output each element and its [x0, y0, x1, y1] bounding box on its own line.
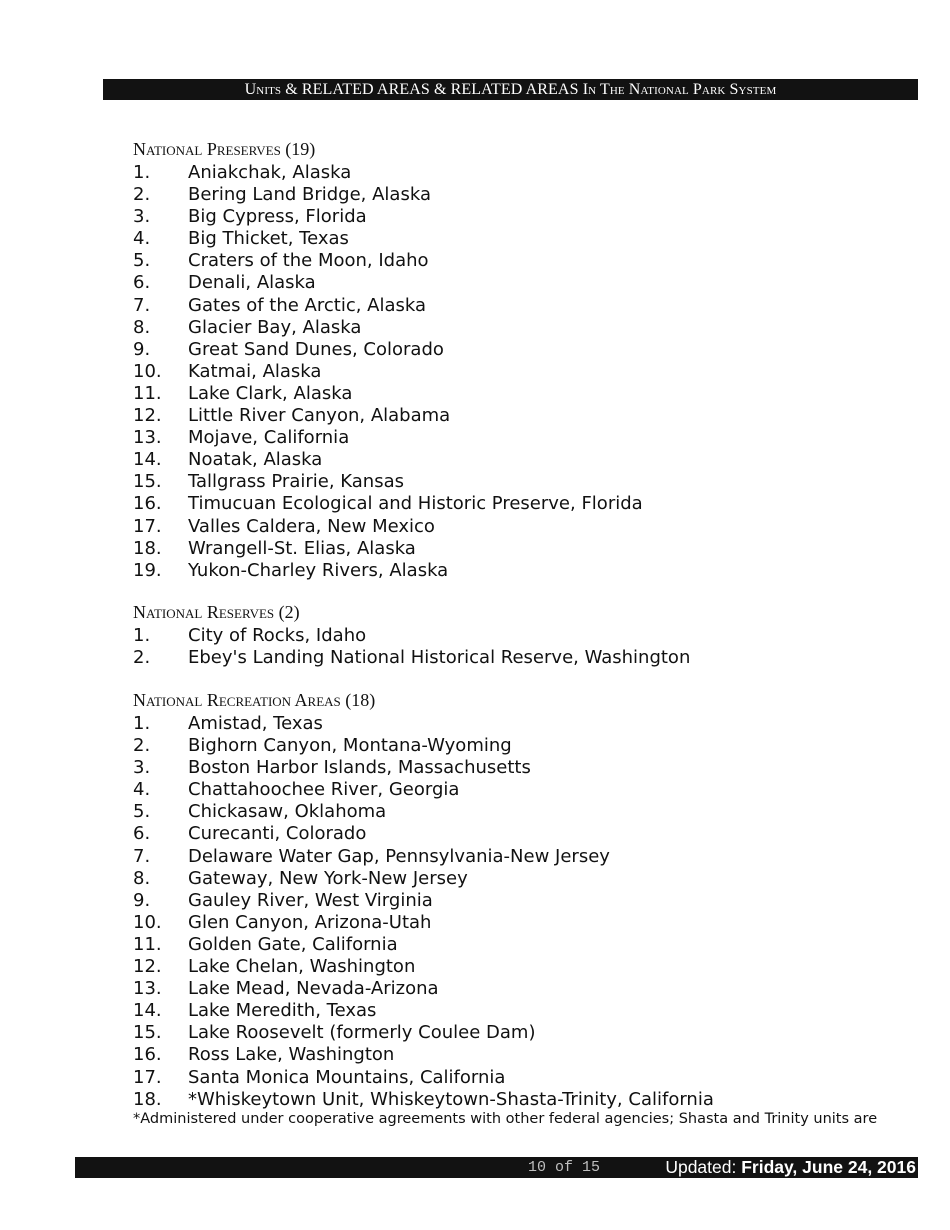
list-item-text: Lake Mead, Nevada-Arizona — [188, 978, 439, 1000]
list-item — [133, 206, 643, 228]
list-item-number: 12. — [133, 405, 162, 427]
list-item — [133, 449, 643, 471]
list-item-number: 6. — [133, 272, 151, 294]
list-item-number: 1. — [133, 625, 151, 646]
list-item-text: Lake Roosevelt (formerly Coulee Dam) — [188, 1022, 536, 1044]
list-item-number: 17. — [133, 515, 162, 537]
list-item-text: Wrangell-St. Elias, Alaska — [188, 537, 416, 559]
list-item-text: Gateway, New York-New Jersey — [188, 867, 468, 889]
list-item-text: Ebey's Landing National Historical Reserve, Washington — [188, 647, 691, 669]
list-item — [133, 317, 643, 339]
list-preserves — [133, 162, 643, 582]
list-item-number: 5. — [133, 250, 151, 272]
list-item-number: 9. — [133, 889, 151, 911]
list-item — [133, 383, 643, 405]
list-item — [133, 427, 643, 449]
list-item — [133, 823, 714, 845]
document-header — [103, 79, 918, 100]
list-item — [133, 361, 643, 383]
list-item-number: 4. — [133, 228, 151, 250]
updated-stamp — [665, 1157, 916, 1178]
list-item — [133, 516, 643, 538]
list-item — [133, 647, 690, 669]
list-item-number: 18. — [133, 1088, 162, 1110]
list-item-number: 15. — [133, 1022, 162, 1044]
list-item-text: Boston Harbor Islands, Massachusetts — [188, 757, 531, 779]
list-item-text: Little River Canyon, Alabama — [188, 405, 451, 427]
list-item — [133, 846, 714, 868]
list-item-text: Tallgrass Prairie, Kansas — [188, 471, 404, 493]
list-item-number: 2. — [133, 647, 151, 669]
list-item — [133, 713, 714, 735]
list-item-number: 7. — [133, 294, 151, 316]
list-item-number: 12. — [133, 956, 162, 978]
list-item — [133, 538, 643, 560]
list-item-text: Katmai, Alaska — [188, 360, 322, 382]
list-item-text: Amistad, Texas — [188, 713, 323, 734]
list-item — [133, 560, 643, 582]
list-item-number: 10. — [133, 911, 162, 933]
updated-date: Friday, June 24, 2016 — [741, 1157, 916, 1177]
list-item-number: 16. — [133, 1044, 162, 1066]
list-item — [133, 735, 714, 757]
list-item — [133, 228, 643, 250]
section-heading-recreation: National Recreation Areas (18) — [133, 690, 376, 710]
list-item-number: 9. — [133, 338, 151, 360]
list-item — [133, 295, 643, 317]
footnote: *Administered under cooperative agreements with other federal agencies; Shasta and Trinity units are — [133, 1111, 878, 1127]
list-item-text: Yukon-Charley Rivers, Alaska — [188, 559, 449, 581]
list-item-text: Glen Canyon, Arizona-Utah — [188, 911, 432, 933]
list-item-text: Gauley River, West Virginia — [188, 889, 433, 911]
list-item — [133, 801, 714, 823]
list-item-number: 14. — [133, 1000, 162, 1022]
list-item-number: 11. — [133, 382, 162, 404]
list-item — [133, 1044, 714, 1066]
list-item — [133, 890, 714, 912]
list-item-text: Chattahoochee River, Georgia — [188, 779, 460, 801]
header-title: Units & RELATED AREAS & RELATED AREAS In The National Park System — [244, 81, 777, 98]
list-item-number: 1. — [133, 162, 151, 183]
list-item-text: Mojave, California — [188, 427, 350, 449]
list-item-text: Lake Clark, Alaska — [188, 382, 353, 404]
list-item-text: Bighorn Canyon, Montana-Wyoming — [188, 735, 512, 757]
list-item-text: Santa Monica Mountains, California — [188, 1066, 506, 1088]
list-item — [133, 1067, 714, 1089]
list-item-number: 7. — [133, 845, 151, 867]
list-item-text: Bering Land Bridge, Alaska — [188, 184, 431, 206]
list-item-number: 1. — [133, 713, 151, 734]
list-item — [133, 184, 643, 206]
list-item-text: Ross Lake, Washington — [188, 1044, 395, 1066]
list-item-text: City of Rocks, Idaho — [188, 625, 367, 646]
list-item-number: 13. — [133, 427, 162, 449]
list-item-number: 3. — [133, 206, 151, 228]
list-reserves — [133, 625, 690, 669]
list-item — [133, 339, 643, 361]
list-item-number: 19. — [133, 559, 162, 581]
list-item — [133, 757, 714, 779]
list-item-number: 17. — [133, 1066, 162, 1088]
list-item-number: 2. — [133, 735, 151, 757]
list-item-text: Curecanti, Colorado — [188, 823, 367, 845]
list-item-text: Golden Gate, California — [188, 933, 398, 955]
section-heading-preserves: National Preserves (19) — [133, 139, 316, 159]
list-item-number: 16. — [133, 493, 162, 515]
list-item-text: Noatak, Alaska — [188, 449, 323, 471]
list-item-text: Big Cypress, Florida — [188, 206, 367, 228]
list-item-text: Glacier Bay, Alaska — [188, 316, 362, 338]
list-item-number: 8. — [133, 316, 151, 338]
list-item — [133, 471, 643, 493]
list-item-text: *Whiskeytown Unit, Whiskeytown-Shasta-Trinity, California — [188, 1088, 714, 1110]
list-item — [133, 493, 643, 515]
list-item — [133, 625, 690, 647]
list-item-number: 4. — [133, 779, 151, 801]
list-item-number: 8. — [133, 867, 151, 889]
list-item — [133, 868, 714, 890]
list-item-text: Lake Meredith, Texas — [188, 1000, 377, 1022]
list-item-text: Delaware Water Gap, Pennsylvania-New Jersey — [188, 845, 610, 867]
section-heading-reserves: National Reserves (2) — [133, 602, 300, 622]
list-item-number: 18. — [133, 537, 162, 559]
document-footer — [75, 1157, 918, 1178]
list-item — [133, 779, 714, 801]
list-item — [133, 272, 643, 294]
list-item-number: 14. — [133, 449, 162, 471]
list-item-number: 3. — [133, 757, 151, 779]
list-item-number: 13. — [133, 978, 162, 1000]
list-item — [133, 1022, 714, 1044]
list-item — [133, 912, 714, 934]
list-item-text: Gates of the Arctic, Alaska — [188, 294, 427, 316]
list-recreation — [133, 713, 714, 1111]
list-item-number: 11. — [133, 933, 162, 955]
list-item-text: Denali, Alaska — [188, 272, 316, 294]
list-item — [133, 162, 643, 184]
list-item-number: 5. — [133, 801, 151, 823]
list-item — [133, 405, 643, 427]
list-item — [133, 956, 714, 978]
list-item — [133, 978, 714, 1000]
list-item-number: 10. — [133, 360, 162, 382]
list-item-number: 6. — [133, 823, 151, 845]
list-item-number: 15. — [133, 471, 162, 493]
list-item-text: Great Sand Dunes, Colorado — [188, 338, 444, 360]
list-item — [133, 250, 643, 272]
updated-label: Updated: — [665, 1157, 742, 1177]
page-number: 10 of 15 — [528, 1159, 601, 1176]
list-item-text: Valles Caldera, New Mexico — [188, 515, 435, 537]
list-item — [133, 934, 714, 956]
list-item-text: Lake Chelan, Washington — [188, 956, 416, 978]
list-item-text: Aniakchak, Alaska — [188, 162, 352, 183]
list-item-text: Craters of the Moon, Idaho — [188, 250, 429, 272]
list-item-text: Chickasaw, Oklahoma — [188, 801, 387, 823]
list-item-text: Big Thicket, Texas — [188, 228, 349, 250]
list-item — [133, 1089, 714, 1111]
list-item-text: Timucuan Ecological and Historic Preserve, Florida — [188, 493, 643, 515]
list-item — [133, 1000, 714, 1022]
list-item-number: 2. — [133, 184, 151, 206]
